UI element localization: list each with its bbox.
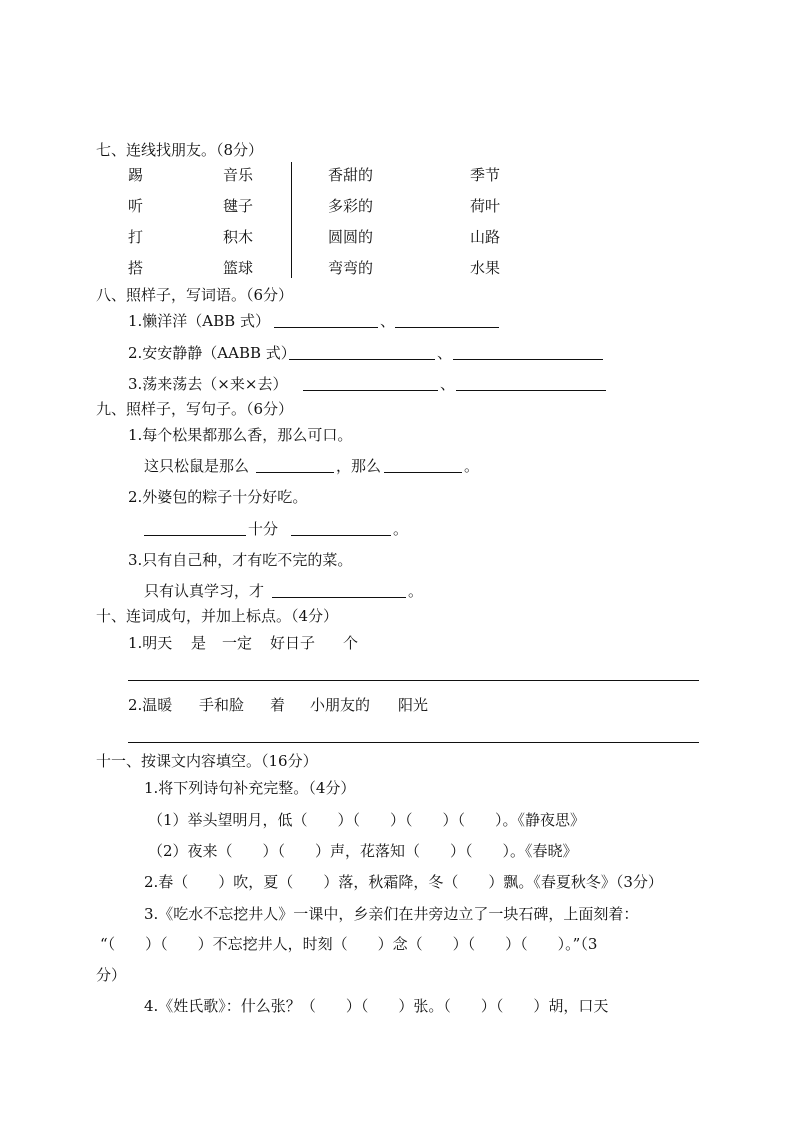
match-left-item: 踢: [128, 166, 144, 184]
question-11-1: 1.将下列诗句补充完整。（4分）: [144, 779, 356, 797]
match-right-item: 积木: [223, 228, 254, 246]
answer-blank[interactable]: [289, 359, 435, 360]
section-10-title: 十、连词成句，并加上标点。（4分）: [96, 607, 339, 625]
separator: 、: [380, 312, 396, 330]
word-card: 小朋友的: [310, 696, 371, 714]
poem-line-1: （1）举头望明月，低（ ）（ ）（ ）（ ）。《静夜思》: [148, 811, 586, 829]
answer-blank[interactable]: [272, 597, 406, 598]
match-right-item: 毽子: [223, 197, 254, 215]
answer-blank[interactable]: [144, 535, 246, 536]
answer-blank[interactable]: [456, 390, 606, 391]
answer-line[interactable]: [128, 680, 699, 681]
answer-blank[interactable]: [395, 327, 499, 328]
separator: 、: [440, 375, 456, 393]
match-left-item: 圆圆的: [328, 228, 374, 246]
section-7-title: 七、连线找朋友。（8分）: [96, 141, 264, 159]
example-sentence-2: 2.外婆包的粽子十分好吃。: [128, 488, 308, 506]
answer-blank[interactable]: [303, 390, 438, 391]
word-card: 一定: [222, 634, 253, 652]
separator: 、: [437, 344, 453, 362]
word-card: 个: [343, 634, 359, 652]
example-sentence-1: 1.每个松果都那么香，那么可口。: [128, 426, 353, 444]
punctuation: 。: [464, 457, 480, 475]
answer-blank[interactable]: [291, 535, 391, 536]
sentence-prompt: 只有认真学习，才: [144, 582, 265, 600]
question-11-3-end: 分）: [96, 966, 127, 984]
question-8-1: 1.懒洋洋（ABB 式）: [128, 312, 270, 330]
section-9-title: 九、照样子，写句子。（6分）: [96, 400, 294, 418]
poem-line-2: （2）夜来（ ）（ ）声，花落知（ ）（ ）。《春晓》: [148, 842, 578, 860]
question-11-3: 3.《吃水不忘挖井人》一课中，乡亲们在井旁边立了一块石碑，上面刻着：: [144, 905, 639, 923]
section-11-title: 十一、按课文内容填空。（16分）: [96, 752, 318, 770]
divider-line: [291, 162, 292, 278]
question-11-4: 4.《姓氏歌》：什么张？（ ）（ ）张。（ ）（ ）胡，口天: [144, 997, 609, 1015]
word-card: 着: [270, 696, 286, 714]
punctuation: 。: [408, 582, 424, 600]
word-card: 1.明天: [128, 634, 173, 652]
section-8-title: 八、照样子，写词语。（6分）: [96, 286, 294, 304]
match-right-item: 篮球: [223, 259, 254, 277]
match-right-item: 山路: [470, 228, 501, 246]
answer-line[interactable]: [128, 742, 699, 743]
sentence-prompt: ，那么: [336, 457, 382, 475]
match-left-item: 打: [128, 228, 144, 246]
question-11-3-continued: “（ ）（ ）不忘挖井人，时刻（ ）念（ ）（ ）（ ）。”（3: [100, 935, 598, 953]
word-card: 好日子: [270, 634, 316, 652]
word-card: 是: [191, 634, 207, 652]
match-left-item: 香甜的: [328, 166, 374, 184]
question-8-2: 2.安安静静（AABB 式）: [128, 344, 296, 362]
answer-blank[interactable]: [274, 327, 378, 328]
match-right-item: 季节: [470, 166, 501, 184]
match-left-item: 多彩的: [328, 197, 374, 215]
match-right-item: 水果: [470, 259, 501, 277]
match-right-item: 荷叶: [470, 197, 501, 215]
match-left-item: 听: [128, 197, 144, 215]
question-11-2: 2.春（ ）吹，夏（ ）落，秋霜降，冬（ ）飘。《春夏秋冬》（3分）: [144, 873, 663, 891]
word-card: 2.温暖: [128, 696, 173, 714]
example-sentence-3: 3.只有自己种，才有吃不完的菜。: [128, 551, 353, 569]
question-8-3: 3.荡来荡去（×来×去）: [128, 375, 288, 393]
word-card: 手和脸: [199, 696, 245, 714]
word-card: 阳光: [398, 696, 429, 714]
answer-blank[interactable]: [384, 472, 462, 473]
match-left-item: 弯弯的: [328, 259, 374, 277]
sentence-prompt: 这只松鼠是那么: [144, 457, 250, 475]
sentence-prompt: 十分: [248, 520, 279, 538]
answer-blank[interactable]: [453, 359, 603, 360]
answer-blank[interactable]: [256, 472, 334, 473]
match-left-item: 搭: [128, 259, 144, 277]
punctuation: 。: [393, 520, 409, 538]
match-right-item: 音乐: [223, 166, 254, 184]
